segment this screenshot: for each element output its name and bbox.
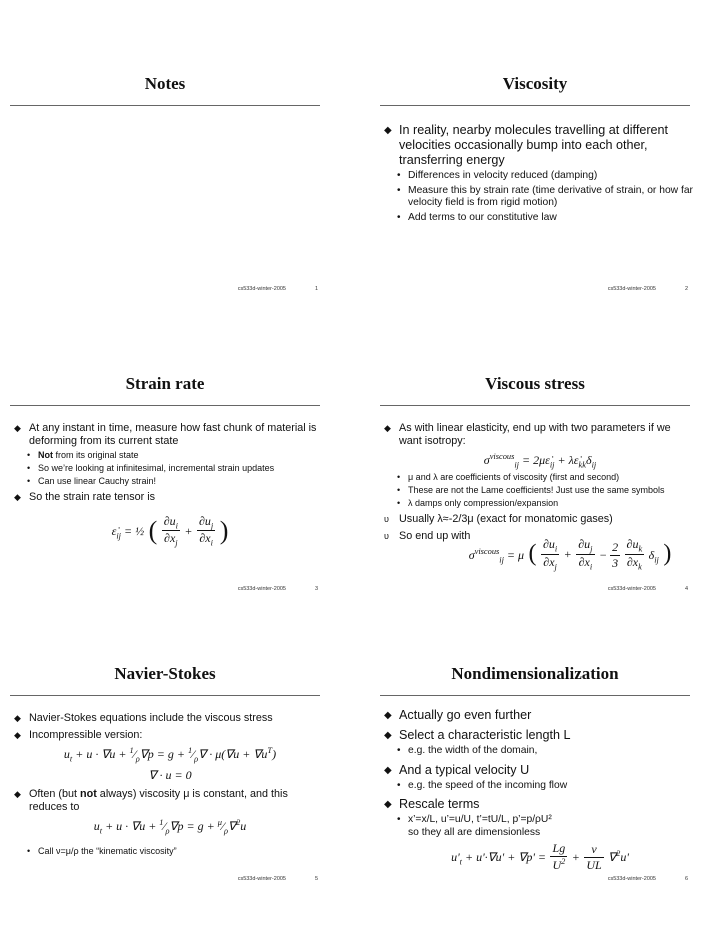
paren-right: ) [663, 540, 672, 567]
footer-page: 6 [684, 876, 688, 882]
dot-bullet-icon: • [397, 814, 401, 825]
dot-bullet-icon: • [397, 472, 401, 483]
plus-sign: + [563, 547, 572, 562]
title-rule [10, 695, 320, 696]
slide-navier-stokes [0, 590, 330, 882]
bullet-text: In reality, nearby molecules travelling at different velocities occasionally bump into each other, transferring energy [399, 123, 669, 167]
dot-bullet-icon: • [397, 745, 401, 756]
diamond-bullet-icon: ◆ [384, 710, 392, 721]
slide-title: Notes [144, 74, 186, 93]
slide-nondimensionalization [370, 590, 700, 882]
bullet-text: Incompressible version: [29, 729, 143, 741]
sub-bullet-text: e.g. the width of the domain, [408, 745, 538, 756]
sub-bullet-text: Can use linear Cauchy strain! [38, 476, 157, 486]
footer-page: 1 [314, 286, 318, 292]
dot-bullet-icon: • [27, 845, 31, 856]
paren-left: ( [148, 515, 158, 545]
sub-bullet [14, 450, 326, 461]
slide-title: Strain rate [125, 374, 205, 393]
diamond-bullet-icon: ◆ [14, 492, 21, 502]
slide-body [14, 708, 326, 857]
bullet-text: Usually λ≈-2/3μ (exact for monatomic gases) [399, 513, 613, 526]
bullet [14, 422, 326, 448]
footer-course: cs533d-winter-2005 [237, 876, 286, 882]
title-rule [10, 105, 320, 106]
equation: $u_t + u \cdot \nabla u$ + $^1⁄_\rho\nabla p = g$ + $^1⁄_\rho\nabla \cdot \mu(\nabla u + \nabla u^T)$ [63, 746, 277, 764]
slide-body [384, 118, 696, 224]
diamond-bullet-icon: ◆ [384, 799, 392, 810]
slide-title: Navier-Stokes [114, 664, 216, 683]
diamond-bullet-icon: ◆ [14, 789, 21, 800]
dot-bullet-icon: • [397, 485, 401, 496]
sub-bullet [384, 170, 696, 183]
emphasis: Not [38, 450, 53, 460]
incompressibility-equation [14, 766, 326, 784]
slide-viscosity [370, 0, 700, 292]
equation: $\sigma^{viscous}_{ij}$ = $2\mu\varepsiloṅ_{ij}$ + $\lambda\varepsiloṅ_{kk}\delta_{ij}$ [483, 452, 597, 470]
sub-bullet [14, 476, 326, 487]
bullet-text: And a typical velocity U [399, 762, 530, 777]
title-rule [380, 405, 690, 406]
sub-bullet-text: μ and λ are coefficients of viscosity (first and second) [408, 472, 620, 483]
bullet-text: Navier-Stokes equations include the viscous stress [29, 712, 273, 724]
dot-bullet-icon: • [397, 170, 401, 181]
diamond-bullet-icon: ◆ [384, 730, 392, 741]
fraction: $\frac{\nu}{UL}$ [586, 841, 602, 872]
slide-viscous-stress [370, 300, 700, 592]
sub-bullet-text: e.g. the speed of the incoming flow [408, 779, 568, 791]
footer-page: 3 [314, 586, 318, 592]
bullet-text: So the strain rate tensor is [29, 491, 156, 503]
equation-lhs: $\varepsiloṅ_{ij}$ = ½ [111, 524, 145, 541]
plus-sign: + [184, 524, 193, 539]
bullet-text: Select a characteristic length L [399, 728, 571, 742]
footer-course: cs533d-winter-2005 [237, 586, 286, 592]
bullet [14, 712, 326, 725]
dot-bullet-icon: • [397, 184, 401, 196]
slide-notes [0, 0, 330, 292]
sub-bullet-text: These are not the Lame coefficients! Just use the same symbols [408, 485, 665, 496]
sub-bullet [384, 212, 696, 225]
bullet-text: always) viscosity μ is constant, and this reduces to [29, 788, 288, 814]
diamond-bullet-icon: ◆ [384, 423, 391, 433]
emphasis: not [80, 788, 97, 801]
sub-bullet-text: λ damps only compression/expansion [408, 498, 559, 509]
sub-bullet [14, 846, 326, 857]
slide-title: Nondimensionalization [451, 664, 619, 683]
title-rule [380, 695, 690, 696]
viscous-stress-equation [384, 451, 696, 469]
sub-bullet [14, 463, 326, 474]
sub-bullet-text: x’=x/L, u’=u/U, t’=tU/L, p’=p/ρU² [408, 814, 552, 825]
slide-title: Viscosity [502, 74, 568, 93]
bullet [14, 788, 326, 814]
fraction: $\frac{\partial u_j}{\partial x_i}$ [198, 514, 214, 548]
diamond-bullet-icon: ◆ [14, 730, 21, 740]
sub-bullet [384, 498, 696, 509]
fraction: $\frac{\partial u_i}{\partial x_j}$ [542, 537, 558, 572]
dot-bullet-icon: • [27, 450, 31, 460]
fraction: $\frac{\partial u_j}{\partial x_i}$ [578, 537, 593, 572]
sub-bullet [384, 745, 696, 758]
slide-title: Viscous stress [485, 374, 585, 393]
diamond-bullet-icon: ◆ [384, 125, 392, 136]
dot-bullet-icon: • [27, 463, 31, 473]
minus-term: − $\frac{2}{3}$ [598, 540, 619, 571]
sub-bullet-text: from its original state [53, 450, 139, 460]
footer-page: 5 [314, 876, 318, 882]
bullet [14, 729, 326, 742]
bullet [384, 763, 696, 778]
bullet [14, 491, 326, 504]
fraction: $\frac{\partial u_k}{\partial x_k}$ [626, 537, 643, 572]
footer-course: cs533d-winter-2005 [607, 876, 656, 882]
sub-bullet-text: Differences in velocity reduced (damping) [408, 170, 598, 181]
constant-viscosity-equation [14, 817, 326, 835]
diamond-bullet-icon: ◆ [14, 713, 21, 723]
bullet-text: At any instant in time, measure how fast chunk of material is deforming from its current state [29, 422, 317, 447]
title-rule [380, 105, 690, 106]
dot-bullet-icon: • [397, 779, 401, 791]
bullet-text: Actually go even further [399, 708, 532, 722]
bullet [384, 797, 696, 812]
sub-bullet [384, 780, 696, 793]
bullet [384, 708, 696, 723]
delta-term: $\delta_{ij}$ [648, 547, 659, 564]
title-rule [10, 405, 320, 406]
fraction: $\frac{Lg}{U^2}$ [552, 841, 566, 872]
footer-course: cs533d-winter-2005 [237, 286, 286, 292]
sub-bullet-text: Measure this by strain rate (time derivative of strain, or how far velocity field is from rigid motion) [408, 184, 693, 208]
slide-body [384, 708, 696, 876]
dot-bullet-icon: • [27, 476, 31, 486]
equation: ∇ · u = 0 [148, 768, 192, 783]
bullet [384, 728, 696, 743]
footer-course: cs533d-winter-2005 [607, 286, 656, 292]
fraction: $\frac{\partial u_i}{\partial x_j}$ [163, 514, 178, 548]
diamond-bullet-icon: ◆ [384, 764, 392, 776]
footer-page: 4 [684, 586, 688, 592]
sub-bullet [384, 185, 696, 210]
dot-bullet-icon: • [397, 211, 401, 223]
nondimensional-equation [384, 841, 696, 873]
footer-page: 2 [684, 286, 688, 292]
sub-bullet-text: so they all are dimensionless [408, 826, 541, 838]
diamond-bullet-icon: ◆ [14, 423, 21, 433]
bullet [384, 123, 696, 168]
equation: $u_t + u \cdot \nabla u$ + $^1⁄_\rho\nabla p = g$ + $^\mu⁄_\rho\nabla^2u$ [93, 818, 247, 836]
equation-lhs: $\sigma^{viscous}_{ij} = \mu$ [468, 546, 525, 564]
dot-bullet-icon: • [397, 498, 401, 509]
equation-lhs: $u'_t + u'\cdot\nabla u' + \nabla p'$ = [451, 850, 547, 867]
bullet [384, 530, 696, 543]
incompressible-momentum-equation [14, 745, 326, 763]
paren-left: ( [528, 540, 537, 567]
sub-bullet-text: Add terms to our constitutive law [408, 211, 557, 223]
upsilon-bullet-icon: υ [384, 514, 389, 525]
plus-sign: + [571, 850, 580, 865]
sub-bullet [384, 814, 696, 839]
bullet-text: Often (but [29, 788, 81, 801]
sub-bullet [384, 472, 696, 483]
slide-body [384, 418, 696, 574]
sub-bullet-text: So we’re looking at infinitesimal, incremental strain updates [38, 463, 275, 473]
footer-course: cs533d-winter-2005 [607, 586, 656, 592]
bullet [384, 513, 696, 526]
bullet-text: As with linear elasticity, end up with two parameters if we want isotropy: [399, 422, 671, 447]
sub-bullet-text: Call ν=μ/ρ the “kinematic viscosity” [38, 845, 177, 856]
bullet-text: Rescale terms [399, 797, 480, 811]
laplacian-term: ∇$^2$u' [608, 849, 629, 865]
upsilon-bullet-icon: υ [384, 531, 389, 542]
slide-strain-rate [0, 300, 330, 592]
strain-rate-equation [14, 514, 326, 548]
bullet [384, 422, 696, 448]
sub-bullet [384, 485, 696, 496]
bullet-text: So end up with [399, 530, 471, 543]
paren-right: ) [219, 515, 229, 545]
slide-body [14, 418, 326, 551]
